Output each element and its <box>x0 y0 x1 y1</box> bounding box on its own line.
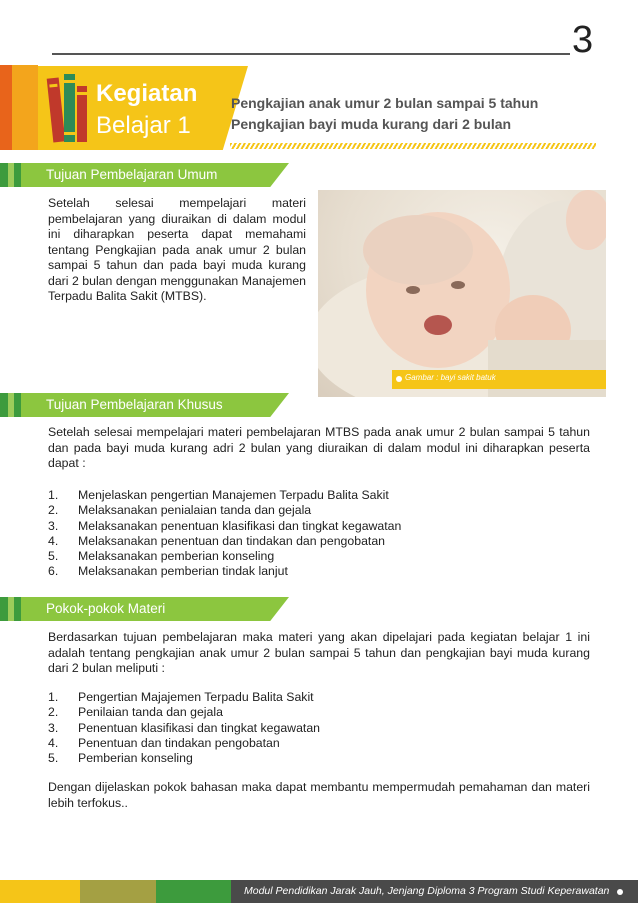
bullet-icon <box>617 889 623 895</box>
list-item: 6. Melaksanakan pemberian tindak lanjut <box>48 564 288 579</box>
list-item: 2. Melaksanakan penialaian tanda dan gejala <box>48 503 312 518</box>
pokok-paragraph: Berdasarkan tujuan pembelajaran maka materi yang akan dipelajari pada kegiatan belajar 1 ini adalah tentang pengkajian anak umur 2 bulan sampai 5 tahun dan pengkajian bayi muda kurang dari 2 bulan meliputi : <box>48 630 590 675</box>
list-item: 1. Pengertian Majajemen Terpadu Balita Sakit <box>48 690 314 704</box>
page-number: 3 <box>572 19 594 61</box>
hatch-divider <box>230 143 596 149</box>
footer-color-block <box>80 880 156 903</box>
header-subtitle-1: Pengkajian anak umur 2 bulan sampai 5 tahun <box>231 95 539 111</box>
section-heading: Pokok-pokok Materi <box>46 601 166 616</box>
section-header-umum <box>0 163 290 187</box>
baby-photo <box>318 190 606 397</box>
closing-paragraph: Dengan dijelaskan pokok bahasan maka dapat membantu mempermudah pemahaman dan materi lebih terfokus.. <box>48 780 590 810</box>
khusus-paragraph: Setelah selesai mempelajari materi pembelajaran MTBS pada anak umur 2 bulan sampai 5 tahun dan pada bayi muda kurang adri 2 bulan yang diuraikan di dalam modul ini diharapkan peserta dapat : <box>48 425 590 470</box>
umum-paragraph: Setelah selesai mempelajari materi pembelajaran yang diuraikan di dalam modul ini diharapkan peserta dapat memahami tentang Pengkajian pada anak umur 2 bulan sampai 5 tahun dan pada bayi muda kurang dari 2 bulan dengan menggunakan Manajemen Terpadu Balita Sakit (MTBS). <box>48 196 306 303</box>
header-accent-bar <box>0 65 12 150</box>
list-item: 5. Melaksanakan pemberian konseling <box>48 549 275 564</box>
photo-caption: Gambar : bayi sakit batuk <box>405 373 496 382</box>
bullet-icon <box>396 376 402 382</box>
list-item: 4. Penentuan dan tindakan pengobatan <box>48 735 280 750</box>
footer-text: Modul Pendidikan Jarak Jauh, Jenjang Diploma 3 Program Studi Keperawatan <box>244 885 610 897</box>
khusus-list <box>48 488 401 580</box>
footer-color-block <box>156 880 231 903</box>
section-heading: Tujuan Pembelajaran Umum <box>46 167 218 182</box>
list-item: 1. Menjelaskan pengertian Manajemen Terpadu Balita Sakit <box>48 488 389 502</box>
list-item: 3. Melaksanakan penentuan klasifikasi dan tingkat kegawatan <box>48 518 402 533</box>
kegiatan-subtitle: Belajar 1 <box>96 112 191 139</box>
list-item: 5. Pemberian konseling <box>48 751 193 766</box>
list-item: 3. Penentuan klasifikasi dan tingkat kegawatan <box>48 720 320 735</box>
section-header-pokok <box>0 597 290 621</box>
list-item: 4. Melaksanakan penentuan dan tindakan dan pengobatan <box>48 533 385 548</box>
header-subtitle-2: Pengkajian bayi muda kurang dari 2 bulan <box>231 116 512 132</box>
kegiatan-title: Kegiatan <box>96 80 198 107</box>
top-rule <box>52 53 570 55</box>
books-icon <box>46 70 92 146</box>
pokok-list <box>48 690 320 766</box>
list-item: 2. Penilaian tanda dan gejala <box>48 705 223 720</box>
footer-color-block <box>0 880 80 903</box>
header-accent-bar <box>12 65 38 150</box>
section-header-khusus <box>0 393 290 417</box>
section-heading: Tujuan Pembelajaran Khusus <box>46 397 223 412</box>
